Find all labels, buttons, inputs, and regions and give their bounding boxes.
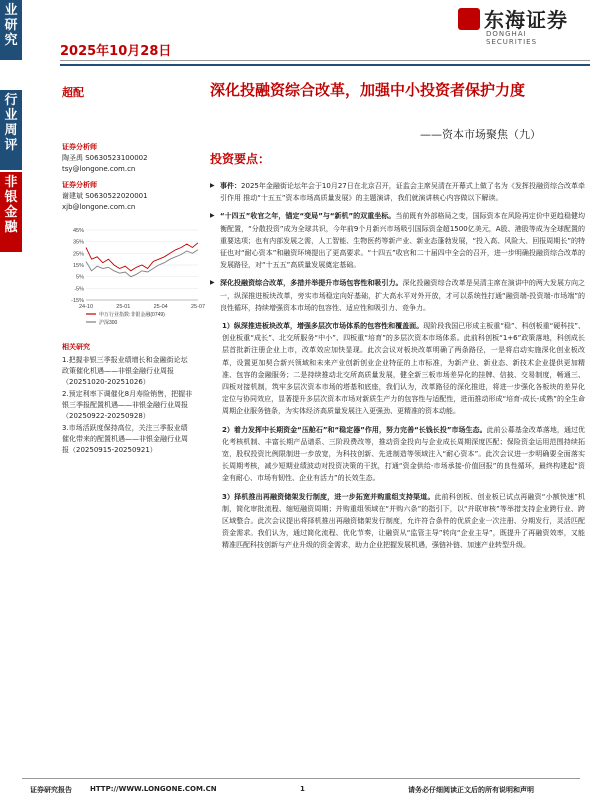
series-line xyxy=(86,243,198,271)
performance-chart xyxy=(62,226,206,332)
y-tick-label: -5% xyxy=(74,286,84,293)
header-divider-thick xyxy=(60,64,590,66)
analyst-email[interactable]: tsy@longone.com.cn xyxy=(62,165,136,173)
brand-name-cn: 东海证券 xyxy=(484,8,568,32)
report-date: 2025年10月28日 xyxy=(60,44,172,59)
related-item[interactable]: 3.市场活跃度保持高位，关注三季报业绩催化带来的配置机遇——非银金融行业周报（20250915-20250921） xyxy=(62,424,188,454)
analyst-block-1 xyxy=(62,142,148,175)
x-tick-label: 25-04 xyxy=(153,304,168,310)
paragraph-event: ▶ 事件：2025年金融街论坛年会于10月27日在北京召开，证监会主席吴清在开幕式上做了名为《发挥投融资综合改革牵引作用 推动“十五五”资本市场高质量发展》的主题演讲，我们就演讲核心内容做以下解读。 xyxy=(210,180,585,204)
paragraph-reform: ▶ 深化投融资综合改革，多措并举提升市场包容性和吸引力。深化投融资综合改革是吴清主席在演讲中的两大发展方向之一，纵深推进板块改革，旁实市场稳定向好基础，扩大高水平对外开放，才可以系统性打通“融资端-投资端-市场端”的良性循环，持续增强资本市场的包容性、适应性和吸引力、竞争力。 xyxy=(210,277,585,314)
series-line xyxy=(86,250,198,277)
side-tab-research: 业研究 xyxy=(0,0,22,60)
y-tick-label: 45% xyxy=(72,228,84,234)
related-heading: 相关研究 xyxy=(62,343,90,351)
paragraph-14th-plan: ▶ “十四五”收官之年，锚定“变局”与“新机”的双重坐标。当前既有外部格局之变，国际资本在风险再定价中更趋稳健均衡配置，“分散投资”成为全球共识，今年前9个月新兴市场吸引国际资金超1500亿美元，A股、港股等成为全球配置的重要选项；也有内部发展之需，人工智能、生物医药等新产业、新业态蓬勃发展，“投入高、风险大、回报周期长”的特征也对“耐心资本”和融资环境提出了更高要求。“十四五”收官和二十届四中全会的召开，进一步明确投融资综合改革的发展路径，对“十五五”高质量发展奠定基础。 xyxy=(210,210,585,271)
analyst-name: 谢建斌 S0630522020001 xyxy=(62,192,148,200)
legend-label: 沪深300 xyxy=(99,320,118,326)
analyst-block-2 xyxy=(62,180,148,213)
chart-svg xyxy=(62,226,206,332)
paragraph-sub-1: 1）纵深推进板块改革，增强多层次市场体系的包容性和覆盖面。现阶段我国已形成主板重“稳”、科创板重“硬科技”、创业板重“成长”、北交所服务“中小”、四板重“培育”的多层次资本市场体系。此前科创板“1+6”政策落地，科创成长层首批新注册企业上市，改革效应加快显现。此次会议对板块改革明确了两条路径，一是将启动实施深化创业板改革，设置更加契合新兴领域和未来产业创新创业企业特征的上市标准，为新产业、新业态、新技术企业提供更加精准、包容的金融服务；二是持续推动北交所高质量发展，健全新三板市场差异化的挂牌、信披、交易制度，畅通三、四板对接机制，筑牢多层次资本市场的塔基和底座，我们认为，改革路径的深化推进，将进一步强化各板块的差异化定位与协同效应，显著提升多层次资本市场对新质生产力的包容性与适配性，进而推动形成“培育-成长-成熟”的全生命周期企业服务链条，为实体经济高质量发展注入更强劲、更精准的资本动能。 xyxy=(222,322,585,416)
y-tick-label: 25% xyxy=(72,251,84,258)
analyst-name: 陶圣禹 S0630523100002 xyxy=(62,154,148,162)
rating-badge: 超配 xyxy=(62,86,84,99)
x-tick-label: 25-07 xyxy=(190,304,206,310)
legend-label: 申万行业指数:非银金融(0749) xyxy=(99,312,165,318)
x-tick-label: 25-01 xyxy=(116,304,131,310)
report-body xyxy=(210,180,585,558)
footer-disclaimer: 请务必仔细阅读正文后的所有说明和声明 xyxy=(408,786,534,794)
key-points-title: 投资要点： xyxy=(210,152,271,166)
analyst-email[interactable]: xjb@longone.com.cn xyxy=(62,203,136,211)
brand-logo xyxy=(458,4,578,46)
header-divider xyxy=(60,60,590,61)
page-number: 1 xyxy=(300,785,305,793)
side-tab-weekly: 行业周评 xyxy=(0,90,22,170)
y-tick-label: 5% xyxy=(76,274,84,281)
related-research xyxy=(62,342,194,457)
footer-label: 证券研究报告 xyxy=(30,786,72,794)
paragraph-sub-2: 2）着力发挥中长期资金“压舱石”和“稳定器”作用，努力完善“长钱长投”市场生态。此前公募基金改革落地，通过优化考核机制、丰富长期产品谱系、三阶段费改等，推动资金投向与企业成长周期深度匹配；保险资金运用范围持续拓宽，股权投资比例限制进一步放宽，为科技创新、先进制造等领域注入“耐心资本”。此次会议进一步明确要全面落实长周期考核，减少短期业绩波动对投资决策的干扰，打通“资金供给-市场承接-价值回报”的良性循环，最终构建起“资金有耐心、市场有韧性、企业有活力”的长效生态。 xyxy=(222,425,585,483)
x-tick-label: 24-10 xyxy=(78,304,94,310)
y-tick-label: 15% xyxy=(72,263,84,269)
page-footer xyxy=(0,778,600,800)
footer-divider xyxy=(22,778,580,779)
y-tick-label: -15% xyxy=(71,298,84,304)
analyst-label: 证券分析师 xyxy=(62,181,97,189)
logo-icon xyxy=(458,8,480,30)
brand-name-en: DONGHAI SECURITIES xyxy=(486,30,538,46)
report-title: 深化投融资综合改革，加强中小投资者保护力度 xyxy=(210,81,526,99)
paragraph-sub-3: 3）择机推出再融资储架发行制度，进一步拓宽并购重组支持渠道。此前科创板、创业板已试点再融资“小额快速”机制，简化审批流程、缩短融资周期；并购重组领域在“并购六条”的指引下，以“并联审核”等举措支持企业跨行业、跨区域整合。此次会议提出将择机推出再融资储架发行制度，允许符合条件的优质企业一次注册、分期发行，灵活匹配资金需求。我们认为，通过简化流程、优化节奏，让融资从“监管主导”转向“企业主导”，既提升了再融资效率，又能精准匹配科技创新与产业升级的资金需求，助力企业把握发展机遇，强链补链、加速产业转型升级。 xyxy=(222,492,585,550)
footer-url[interactable]: HTTP://WWW.LONGONE.COM.CN xyxy=(90,785,217,793)
report-subtitle: ——资本市场聚焦（九） xyxy=(420,128,541,141)
side-tab-industry: 非银金融 xyxy=(0,172,22,252)
analyst-label: 证券分析师 xyxy=(62,143,97,151)
y-tick-label: 35% xyxy=(72,239,84,246)
related-item[interactable]: 1.把握非银三季报业绩增长和金融街论坛政策催化机遇——非银金融行业周报（20251020-20251026） xyxy=(62,356,188,386)
related-item[interactable]: 2.预定利率下调催化8月寿险销售，把握非银三季报配置机遇——非银金融行业周报（20250922-20250928） xyxy=(62,390,193,420)
